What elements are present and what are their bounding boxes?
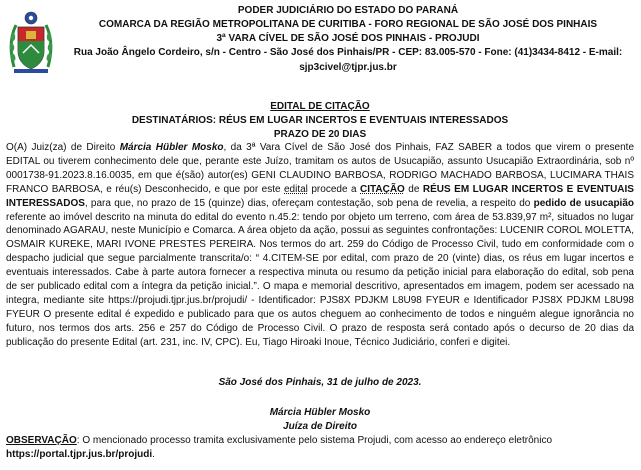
document-date: São José dos Pinhais, 31 de julho de 2023.: [218, 377, 422, 388]
body-text-4: de: [404, 183, 423, 195]
signature-block: [6, 406, 634, 434]
body-text-2: , da 3ª Vara Cível de São José dos Pinhais, FAZ SABER a todos que virem o presente EDITAL ou tiverem conhecimento dele que, perante este Juízo, tramitam os autos de Usucapião, assunto Usucapião Extraordinária, sob nº 0001738-91.2023.8.16.0035, em que é(são) autor(es) GENI CLAUDINO BARBOSA, RODRIGO MACHADO BARBOSA, LUCIMARA THAIS FRANCO BARBOSA, e réu(s) Desconhecido, e que por este: [6, 142, 635, 195]
body-text-1: O(A) Juiz(za) de Direito: [6, 142, 120, 153]
edital-body: [6, 141, 634, 350]
observacao-end: .: [152, 448, 155, 460]
prazo-title: PRAZO DE 20 DIAS: [273, 128, 367, 140]
body-text-5: , para que, no prazo de 15 (quinze) dias, ofereçam contestação, sob pena de revelia, a respeito do: [84, 197, 534, 209]
court-header: [62, 4, 634, 75]
citacao-word: CITAÇÃO: [360, 183, 405, 195]
body-paragraph: [6, 141, 634, 350]
edital-word: edital: [284, 183, 308, 195]
header-email: sjp3civel@tjpr.jus.br: [299, 61, 397, 73]
projudi-link[interactable]: https://portal.tjpr.jus.br/projudi: [6, 448, 153, 460]
body-text-3: procede a: [307, 183, 361, 195]
document-title-block: [6, 100, 634, 142]
parana-coat-of-arms-icon: [8, 7, 54, 77]
header-line-2: COMARCA DA REGIÃO METROPOLITANA DE CURITIBA - FORO REGIONAL DE SÃO JOSÉ DOS PINHAIS: [98, 18, 598, 30]
header-line-3: 3ª VARA CÍVEL DE SÃO JOSÉ DOS PINHAIS - PROJUDI: [216, 32, 480, 44]
observacao-note: [6, 434, 634, 462]
judge-name: Márcia Hübler Mosko: [119, 142, 224, 153]
pedido-usucapiao: pedido de usucapião: [533, 197, 635, 209]
reus-label: RÉUS EM LUGAR INCERTOS E EVENTUAIS INTERESSADOS: [6, 183, 634, 209]
signature-name: Márcia Hübler Mosko: [269, 407, 371, 418]
observacao-text: : O mencionado processo tramita exclusivamente pelo sistema Projudi, com acesso ao endereço eletrônico: [76, 435, 553, 446]
signature-role: Juíza de Direito: [283, 421, 357, 432]
destinatarios-title: DESTINATÁRIOS: RÉUS EM LUGAR INCERTOS E EVENTUAIS INTERESSADOS: [131, 114, 509, 126]
header-address: Rua João Ângelo Cordeiro, s/n - Centro - São José dos Pinhais/PR - CEP: 83.005-570 - Fone: (41)3434-8412 - E-mail:: [73, 46, 623, 58]
observacao-label: OBSERVAÇÃO: [6, 435, 77, 446]
body-text-6: referente ao imóvel descrito na minuta do edital do evento n.45.2: tendo por objeto um terreno, com área de 53.839,97 m², situados no lugar denominado AGARAU, neste Município e Comarca. A área objeto da ação, possui as seguintes confrontações: LUCENIR COROL MOLETTA, OSMAIR KUREKE, MARI IVONE PRESTES PEREIRA. Nos termos do art. 259 do Código de Processo Civil, tudo em conformidade com o despacho judicial que segue parcialmente transcrita/o: “ 4.CITEM-SE por edital, com prazo de 20 (vinte) dias, os réus em lugar incertos e eventuais interessados. Cabe à parte autora fornecer a respectiva minuta ou resumo da petição inicial para elaboração do edital, sob pena de ser publicado edital com a íntegra da petição inicial.”. O mapa e memorial descritivo, apresentados em imagem, podem ser acessado na integra, mediante site https://projudi.tjpr.jus.br/projudi/ - Identificador: PJS8X PDJKM L8U98 FYEUR e Identificador PJS8X PDJKM L8U98 FYEUR O presente edital é expedido e publicado para que os autos cheguem ao conhecimento de todos e ninguém alegue ignorância no futuro, nos termos dos arts. 256 e 257 do Código de Processo Civil. O prazo de resposta será contado após o decurso de 20 dias da publicação do presente Edital (art. 231, inc. IV, CPC). Eu, Tiago Hiroaki Inoue, Técnico Judiciário, conferi e digitei.: [6, 211, 634, 348]
header-line-1: PODER JUDICIÁRIO DO ESTADO DO PARANÁ: [237, 5, 459, 16]
edital-title: EDITAL DE CITAÇÃO: [270, 101, 370, 112]
